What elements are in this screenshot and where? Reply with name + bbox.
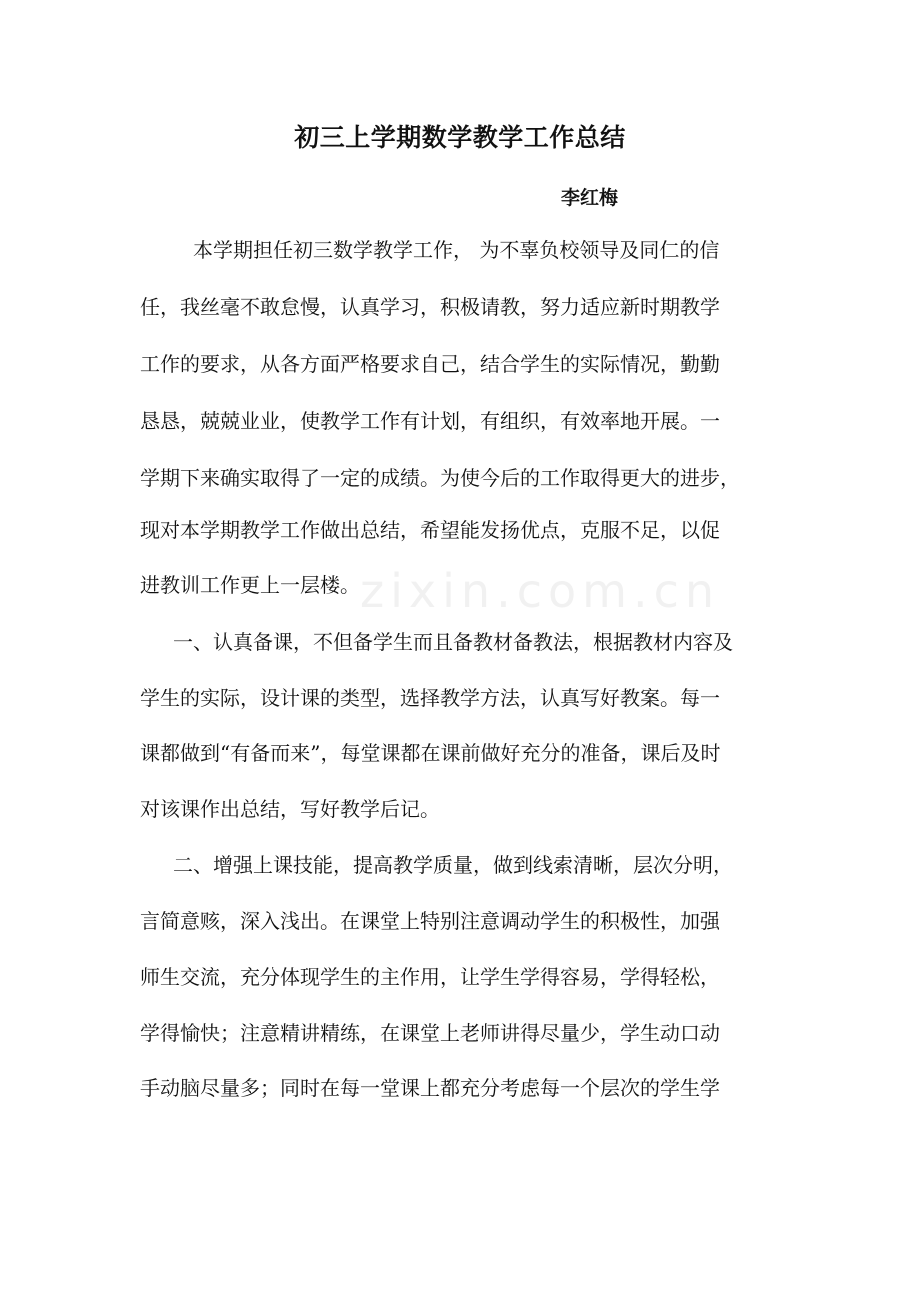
document-title: 初三上学期数学教学工作总结: [294, 123, 626, 152]
text-line: 师生交流，充分体现学生的主作用，让学生学得容易，学得轻松，: [140, 965, 720, 989]
text-line: 工作的要求，从各方面严格要求自己，结合学生的实际情况，勤勤: [140, 352, 720, 376]
text-line: 学生的实际，设计课的类型，选择教学方法，认真写好教案。每一: [140, 686, 720, 710]
text-line: 手动脑尽量多；同时在每一堂课上都充分考虑每一个层次的学生学: [140, 1076, 720, 1100]
text-line: 一、认真备课，不但备学生而且备教材备教法，根据教材内容及: [173, 630, 733, 654]
text-line: 进教训工作更上一层楼。: [140, 573, 360, 597]
author-name: 李红梅: [561, 187, 619, 209]
text-line: 学期下来确实取得了一定的成绩。为使今后的工作取得更大的进步，: [140, 466, 740, 490]
text-line: 恳恳，兢兢业业，使教学工作有计划，有组织，有效率地开展。一: [140, 409, 720, 433]
text-line: 言简意赅，深入浅出。在课堂上特别注意调动学生的积极性，加强: [140, 909, 720, 933]
watermark: zixin.com.cn: [360, 564, 721, 618]
text-line: 二、增强上课技能，提高教学质量，做到线索清晰，层次分明，: [173, 853, 733, 877]
text-line: 学得愉快；注意精讲精练，在课堂上老师讲得尽量少，学生动口动: [140, 1021, 720, 1045]
text-line: 课都做到“有备而来”，每堂课都在课前做好充分的准备，课后及时: [140, 741, 721, 765]
text-line: 任，我丝毫不敢怠慢，认真学习，积极请教，努力适应新时期教学: [140, 295, 720, 319]
text-line: 现对本学期教学工作做出总结，希望能发扬优点，克服不足，以促: [140, 518, 720, 542]
text-line: 本学期担任初三数学教学工作， 为不辜负校领导及同仁的信: [193, 238, 720, 262]
text-line: 对该课作出总结，写好教学后记。: [140, 797, 440, 821]
